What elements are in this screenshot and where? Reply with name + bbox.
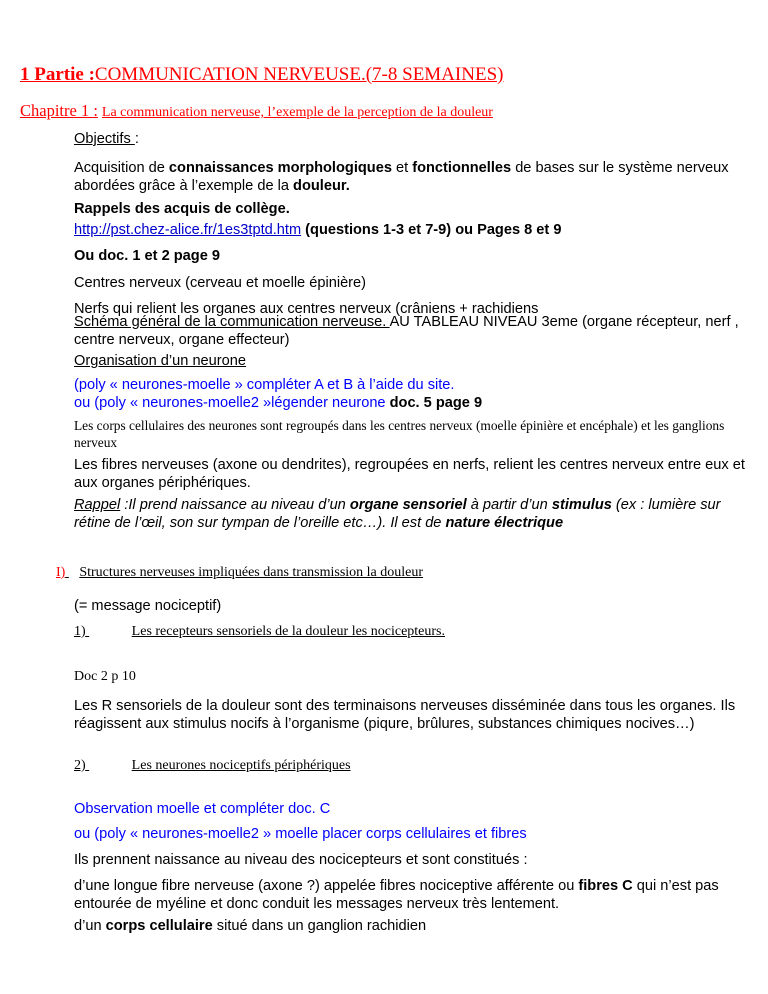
organisation-heading (74, 353, 246, 369)
section-i-subtitle: (= message nociceptif) (74, 598, 222, 614)
rappel-text-2: à partir d’un (466, 497, 552, 513)
corps-paragraph (20, 417, 750, 451)
section-i-number: I) (56, 565, 66, 580)
part-prefix: 1 Partie : (20, 64, 95, 85)
part-title: COMMUNICATION NERVEUSE.(7-8 SEMAINES) (94, 64, 504, 85)
doc-ref: Doc 2 p 10 (74, 669, 136, 684)
site-link[interactable]: http://pst.chez-alice.fr/1es3tptd.htm (74, 222, 302, 238)
schema-paragraph (20, 313, 750, 349)
questions-ref: (questions 1-3 et 7-9) ou Pages 8 et 9 (301, 222, 562, 238)
fibre-paragraph (20, 877, 750, 913)
part-heading (20, 64, 503, 86)
subsection-2-title: Les neurones nociceptifs périphériques (131, 758, 351, 773)
organisation-text: Organisation d’un neurone (74, 353, 247, 369)
corps-cellulaire-line (74, 918, 426, 934)
corps-text: Les corps cellulaires des neurones sont regroupés dans les centres nerveux (moelle épinière et encéphale) et les ganglions nerveux (74, 418, 725, 450)
chapter-heading (20, 101, 493, 121)
fibre-bold: fibres C (578, 878, 633, 894)
objectives-bold-3: douleur. (293, 178, 350, 194)
objectives-text-3: de bases sur le système nerveux abordées grâce à l’exemple de la (74, 160, 729, 194)
rappel-text-3: (ex : lumière sur rétine de l’œil, son sur tympan de l’oreille etc…). Il est de (74, 497, 721, 531)
nocicepteurs-text: Les R sensoriels de la douleur sont des terminaisons nerveuses disséminée dans tous les organes. Ils réagissent aux stimulus nocifs à l’organisme (piqure, brûlures, substances chimiques nocives…) (74, 698, 736, 732)
fibres-text: Les fibres nerveuses (axone ou dendrites), regroupées en nerfs, relient les centres nerveux entre eux et aux organes périphériques. (74, 457, 745, 491)
ou-doc-line: Ou doc. 1 et 2 page 9 (74, 248, 220, 264)
rappel-bold-3: nature électrique (445, 515, 564, 531)
section-i-heading (56, 565, 423, 581)
schema-rest: AU TABLEAU NIVEAU 3eme (organe récepteur, nerf , centre nerveux, organe effecteur) (74, 314, 739, 348)
rappel-text-1: :Il prend naissance au niveau d’un (120, 497, 350, 513)
rappel-paragraph (20, 496, 750, 532)
corps-cellulaire-bold: corps cellulaire (105, 918, 213, 934)
objectives-bold-2: fonctionnelles (412, 160, 512, 176)
objectives-bold-1: connaissances morphologiques (168, 160, 392, 176)
nocicepteurs-paragraph (20, 697, 750, 733)
objectives-text-2: et (391, 160, 413, 176)
rappel-bold-1: organe sensoriel (349, 497, 467, 513)
poly-line-3: ou (poly « neurones-moelle2 » moelle placer corps cellulaires et fibres (74, 826, 527, 842)
chapter-title: La communication nerveuse, l’exemple de la perception de la douleur (101, 105, 493, 120)
subsection-1-number: 1) (74, 624, 86, 639)
chapter-prefix: Chapitre 1 : (20, 101, 98, 120)
subsection-2-heading (74, 758, 351, 774)
objectives-label-text: Objectifs (74, 131, 135, 147)
schema-underlined: Schéma général de la communication nerveuse. (74, 314, 390, 330)
observation-line: Observation moelle et compléter doc. C (74, 801, 331, 817)
corps-cellulaire-text-2: situé dans un ganglion rachidien (212, 918, 427, 934)
corps-cellulaire-text-1: d’un (74, 918, 106, 934)
objectives-text-1: Acquisition de (74, 160, 169, 176)
subsection-2-number: 2) (74, 758, 86, 773)
poly-line-2-bold: doc. 5 page 9 (389, 395, 483, 411)
objectives-label-colon: : (134, 131, 139, 147)
fibres-paragraph (20, 456, 750, 492)
rappel-bold-2: stimulus (551, 497, 612, 513)
centres-nerveux-line: Centres nerveux (cerveau et moelle épinière) (74, 275, 367, 291)
naissance-line: Ils prennent naissance au niveau des nocicepteurs et sont constitués : (74, 852, 528, 868)
section-i-title: Structures nerveuses impliquées dans transmission la douleur (79, 565, 424, 580)
rappels-link-line (74, 222, 561, 238)
objectives-label (74, 131, 139, 147)
subsection-1-heading (74, 624, 445, 640)
fibre-text-2: qui n’est pas entourée de myéline et donc conduit les messages nerveux très lentement. (74, 878, 719, 912)
poly-line-2-text: ou (poly « neurones-moelle2 »légender neurone (74, 395, 390, 411)
poly-line-1: (poly « neurones-moelle » compléter A et B à l’aide du site. (74, 377, 455, 393)
nerfs-line: Nerfs qui relient les organes aux centres nerveux (crâniens + rachidiens (74, 301, 539, 317)
poly-line-2 (74, 395, 482, 411)
rappels-heading: Rappels des acquis de collège. (74, 201, 290, 217)
fibre-text-1: d’une longue fibre nerveuse (axone ?) appelée fibres nociceptive afférente ou (74, 878, 579, 894)
objectives-text (20, 159, 750, 195)
subsection-1-title: Les recepteurs sensoriels de la douleur les nocicepteurs. (131, 624, 445, 639)
rappel-label: Rappel (74, 497, 121, 513)
